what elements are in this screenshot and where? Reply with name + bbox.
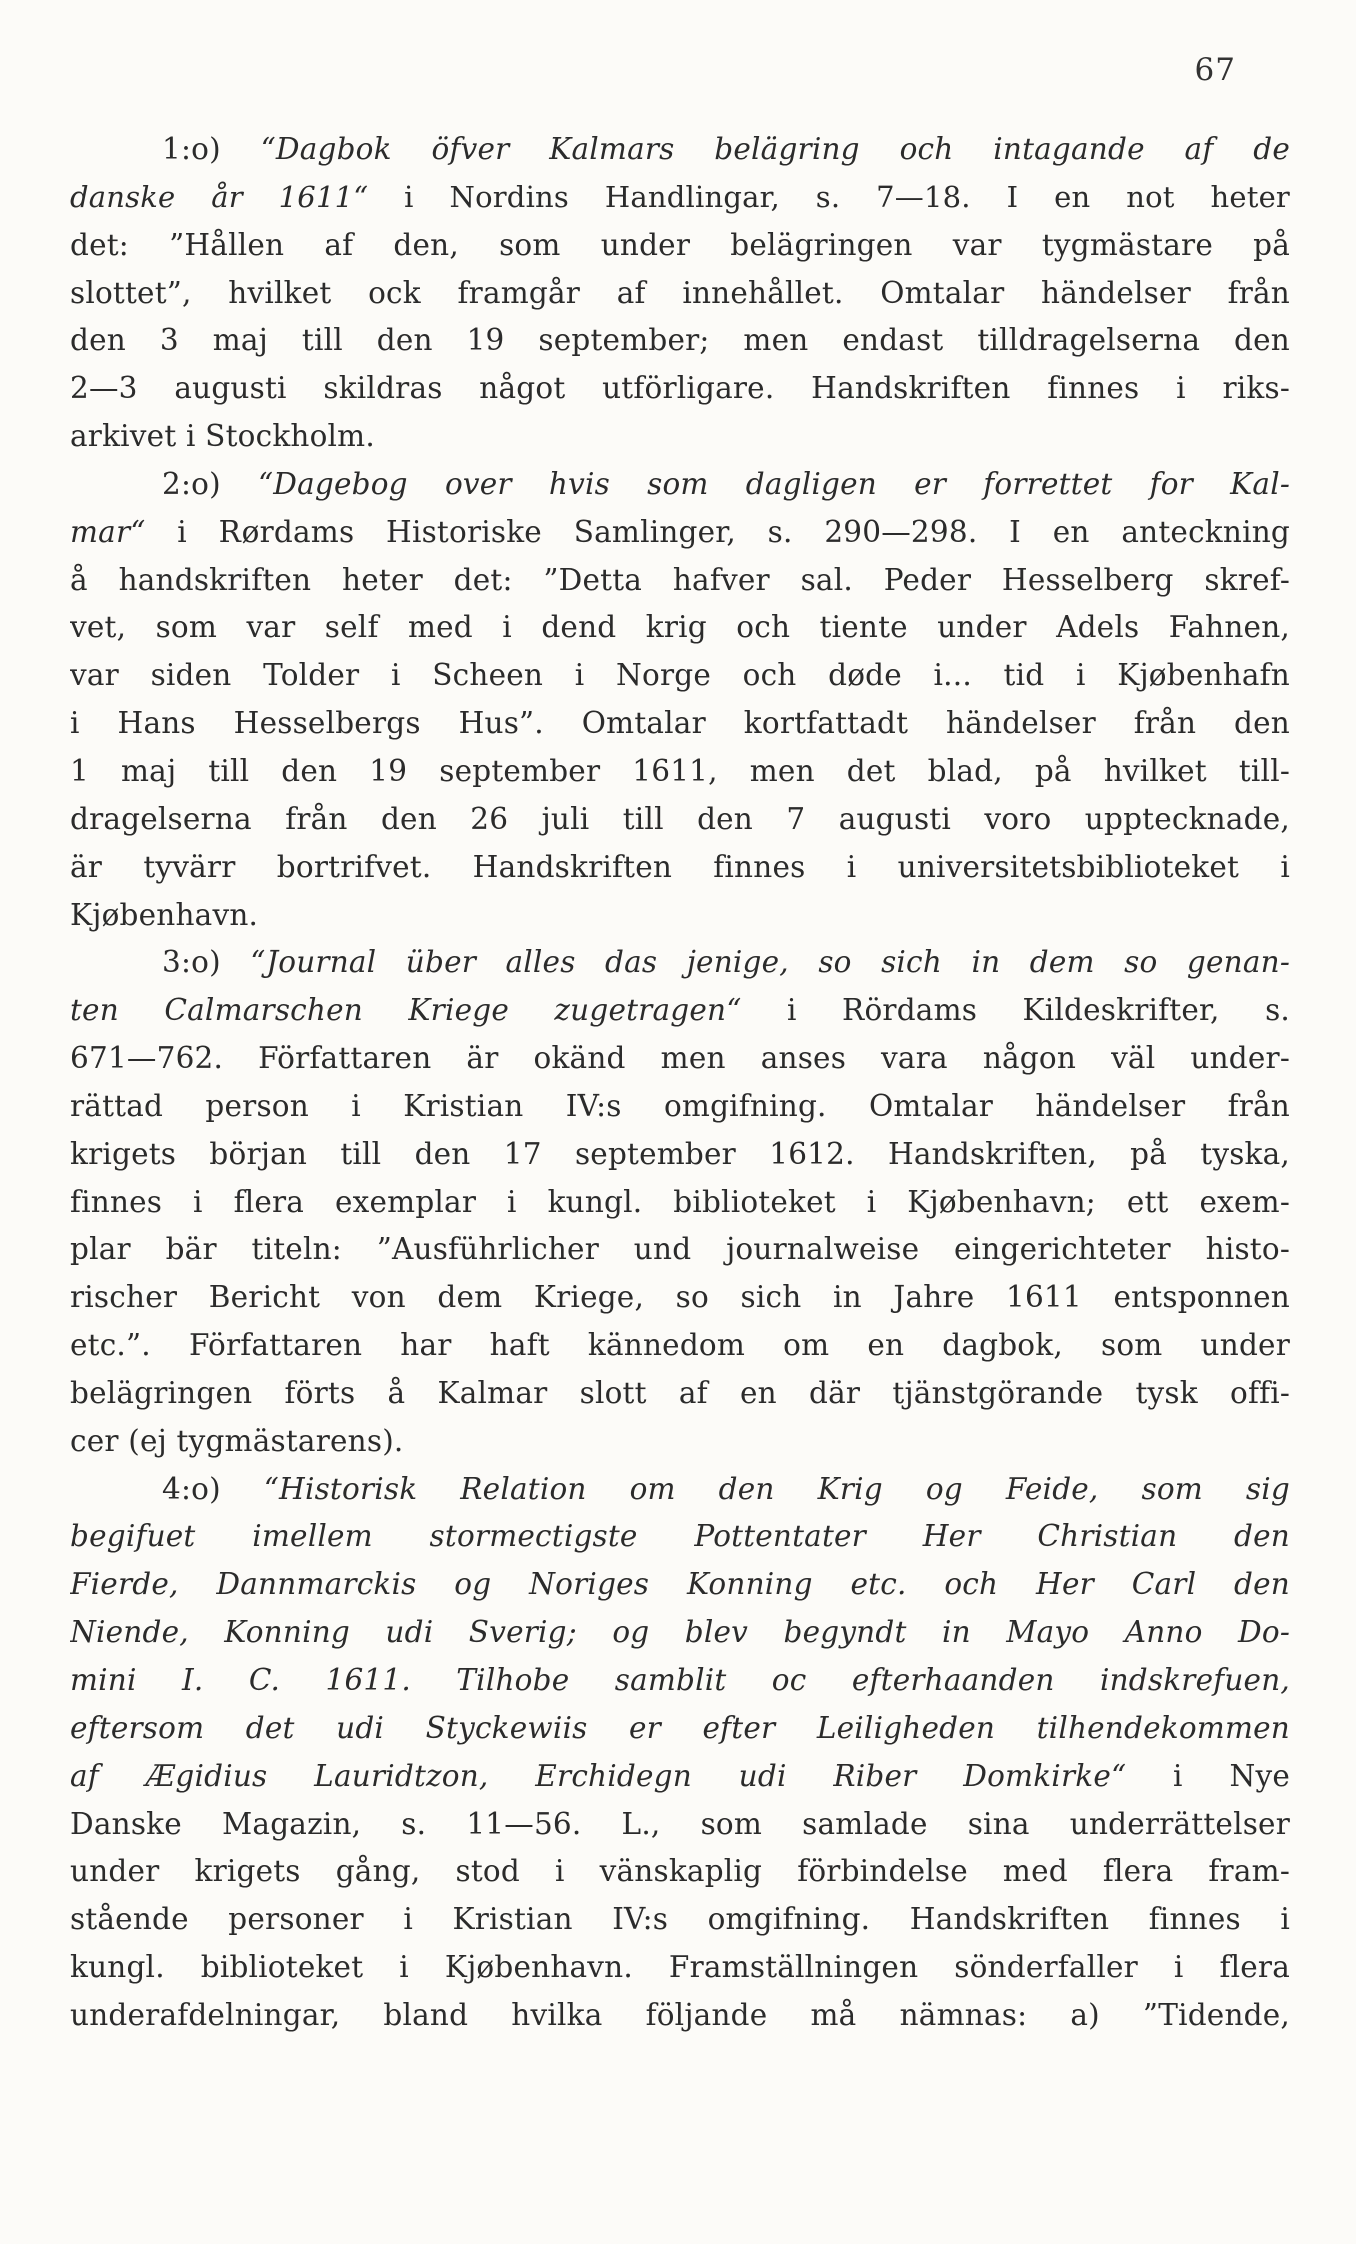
text-segment: rättad person i Kristian IV:s omgifning. Omtalar händelser från <box>70 1088 1290 1123</box>
text-segment: är tyvärr bortrifvet. Handskriften finnes i universitetsbiblioteket i <box>70 849 1290 884</box>
text-segment: 2—3 augusti skildras något utförligare. Handskriften finnes i riks- <box>70 371 1290 406</box>
text-line <box>70 1992 1290 2040</box>
text-line <box>70 1035 1290 1083</box>
text-line <box>70 174 1290 222</box>
italic-title-text: danske år 1611“ <box>70 179 369 214</box>
text-segment: slottet”, hvilket ock framgår af innehållet. Omtalar händelser från <box>70 275 1290 310</box>
italic-title-text: “Dagebog over hvis som dagligen er forrettet for Kal- <box>257 466 1290 501</box>
text-segment: rischer Bericht von dem Kriege, so sich in Jahre 1611 entsponnen <box>70 1280 1290 1315</box>
text-segment: i Rørdams Historiske Samlinger, s. 290—298. I en anteckning <box>145 514 1290 549</box>
text-line <box>70 317 1290 365</box>
text-segment: i Rördams Kildeskrifter, s. <box>741 993 1290 1028</box>
text-line <box>70 1322 1290 1370</box>
text-line <box>70 270 1290 318</box>
text-segment: i Hans Hesselbergs Hus”. Omtalar kortfattadt händelser från den <box>70 706 1290 741</box>
text-segment: å handskriften heter det: ”Detta hafver sal. Peder Hesselberg skref- <box>70 562 1290 597</box>
text-line <box>70 1657 1290 1705</box>
text-line <box>70 1226 1290 1274</box>
page-number: 67 <box>1194 52 1236 88</box>
text-line <box>70 1131 1290 1179</box>
text-segment: 1 maj till den 19 september 1611, men det blad, på hvilket till- <box>70 753 1290 788</box>
italic-title-text: “Journal über alles das jenige, so sich in dem so genan- <box>250 945 1290 980</box>
text-line <box>70 126 1290 174</box>
text-line <box>70 939 1290 987</box>
text-line <box>70 1753 1290 1801</box>
text-line <box>70 892 1290 940</box>
text-line <box>70 557 1290 605</box>
text-line <box>70 1179 1290 1227</box>
text-line <box>70 748 1290 796</box>
text-line <box>70 509 1290 557</box>
italic-title-text: “Dagbok öfver Kalmars belägring och intagande af de <box>260 132 1290 166</box>
text-segment: arkivet i Stockholm. <box>70 419 375 454</box>
text-line <box>70 987 1290 1035</box>
italic-title-text: begifuet imellem stormectigste Pottentater Her Christian den <box>70 1519 1290 1554</box>
text-segment: Danske Magazin, s. 11—56. L., som samlade sina underrättelser <box>70 1806 1290 1841</box>
italic-title-text: ten Calmarschen Kriege zugetragen“ <box>70 993 742 1028</box>
italic-title-text: af Ægidius Lauridtzon, Erchidegn udi Riber Domkirke“ <box>70 1758 1127 1793</box>
text-line <box>70 222 1290 270</box>
text-segment: det: ”Hållen af den, som under belägringen var tygmästare på <box>70 227 1290 262</box>
text-segment: 3:o) <box>162 945 251 980</box>
text-line <box>70 844 1290 892</box>
text-line <box>70 1561 1290 1609</box>
text-line <box>70 1370 1290 1418</box>
text-line <box>70 1896 1290 1944</box>
text-line <box>70 1801 1290 1849</box>
italic-title-text: Niende, Konning udi Sverig; og blev begyndt in Mayo Anno Do- <box>70 1615 1290 1650</box>
text-segment: 4:o) <box>162 1471 264 1506</box>
text-segment: etc.”. Författaren har haft kännedom om en dagbok, som under <box>70 1328 1290 1363</box>
text-segment: 2:o) <box>162 466 258 501</box>
italic-title-text: Fierde, Dannmarckis og Noriges Konning etc. och Her Carl den <box>70 1567 1290 1602</box>
text-line <box>70 1274 1290 1322</box>
italic-title-text: eftersom det udi Styckewiis er efter Leiligheden tilhendekommen <box>70 1710 1290 1745</box>
text-segment: plar bär titeln: ”Ausführlicher und journalweise eingerichteter histo- <box>70 1232 1290 1267</box>
text-line <box>70 796 1290 844</box>
text-segment: var siden Tolder i Scheen i Norge och døde i... tid i Kjøbenhafn <box>70 658 1290 693</box>
body-text <box>70 126 1290 2040</box>
italic-title-text: “Historisk Relation om den Krig og Feide, som sig <box>263 1471 1290 1506</box>
text-line <box>70 1848 1290 1896</box>
text-segment: 671—762. Författaren är okänd men anses vara någon väl under- <box>70 1041 1290 1076</box>
text-line <box>70 1466 1290 1514</box>
text-segment: stående personer i Kristian IV:s omgifning. Handskriften finnes i <box>70 1902 1290 1937</box>
text-line <box>70 1944 1290 1992</box>
text-segment: under krigets gång, stod i vänskaplig förbindelse med flera fram- <box>70 1854 1290 1889</box>
text-segment: den 3 maj till den 19 september; men endast tilldragelserna den <box>70 323 1290 358</box>
text-line <box>70 604 1290 652</box>
text-segment: kungl. biblioteket i Kjøbenhavn. Framställningen sönderfaller i flera <box>70 1950 1290 1985</box>
text-line <box>70 365 1290 413</box>
text-segment: cer (ej tygmästarens). <box>70 1423 404 1458</box>
text-segment: krigets början till den 17 september 1612. Handskriften, på tyska, <box>70 1136 1290 1171</box>
text-segment: i Nordins Handlingar, s. 7—18. I en not heter <box>368 179 1290 214</box>
text-line <box>70 1705 1290 1753</box>
text-segment: Kjøbenhavn. <box>70 897 259 932</box>
text-line <box>70 652 1290 700</box>
italic-title-text: mar“ <box>70 514 146 549</box>
text-line <box>70 1418 1290 1466</box>
text-line <box>70 1083 1290 1131</box>
text-line <box>70 1513 1290 1561</box>
text-line <box>70 461 1290 509</box>
text-segment: i Nye <box>1126 1758 1290 1793</box>
text-line <box>70 1609 1290 1657</box>
text-segment: dragelserna från den 26 juli till den 7 augusti voro upptecknade, <box>70 801 1290 836</box>
text-segment: 1:o) <box>162 132 261 166</box>
text-line <box>70 413 1290 461</box>
text-segment: vet, som var self med i dend krig och tiente under Adels Fahnen, <box>70 610 1290 645</box>
italic-title-text: mini I. C. 1611. Tilhobe samblit oc efterhaanden indskrefuen, <box>70 1663 1290 1697</box>
text-line <box>70 700 1290 748</box>
text-segment: finnes i flera exemplar i kungl. biblioteket i Kjøbenhavn; ett exem- <box>70 1184 1290 1219</box>
text-segment: belägringen förts å Kalmar slott af en där tjänstgörande tysk offi- <box>70 1375 1290 1410</box>
text-segment: underafdelningar, bland hvilka följande må nämnas: a) ”Tidende, <box>70 1997 1290 2032</box>
